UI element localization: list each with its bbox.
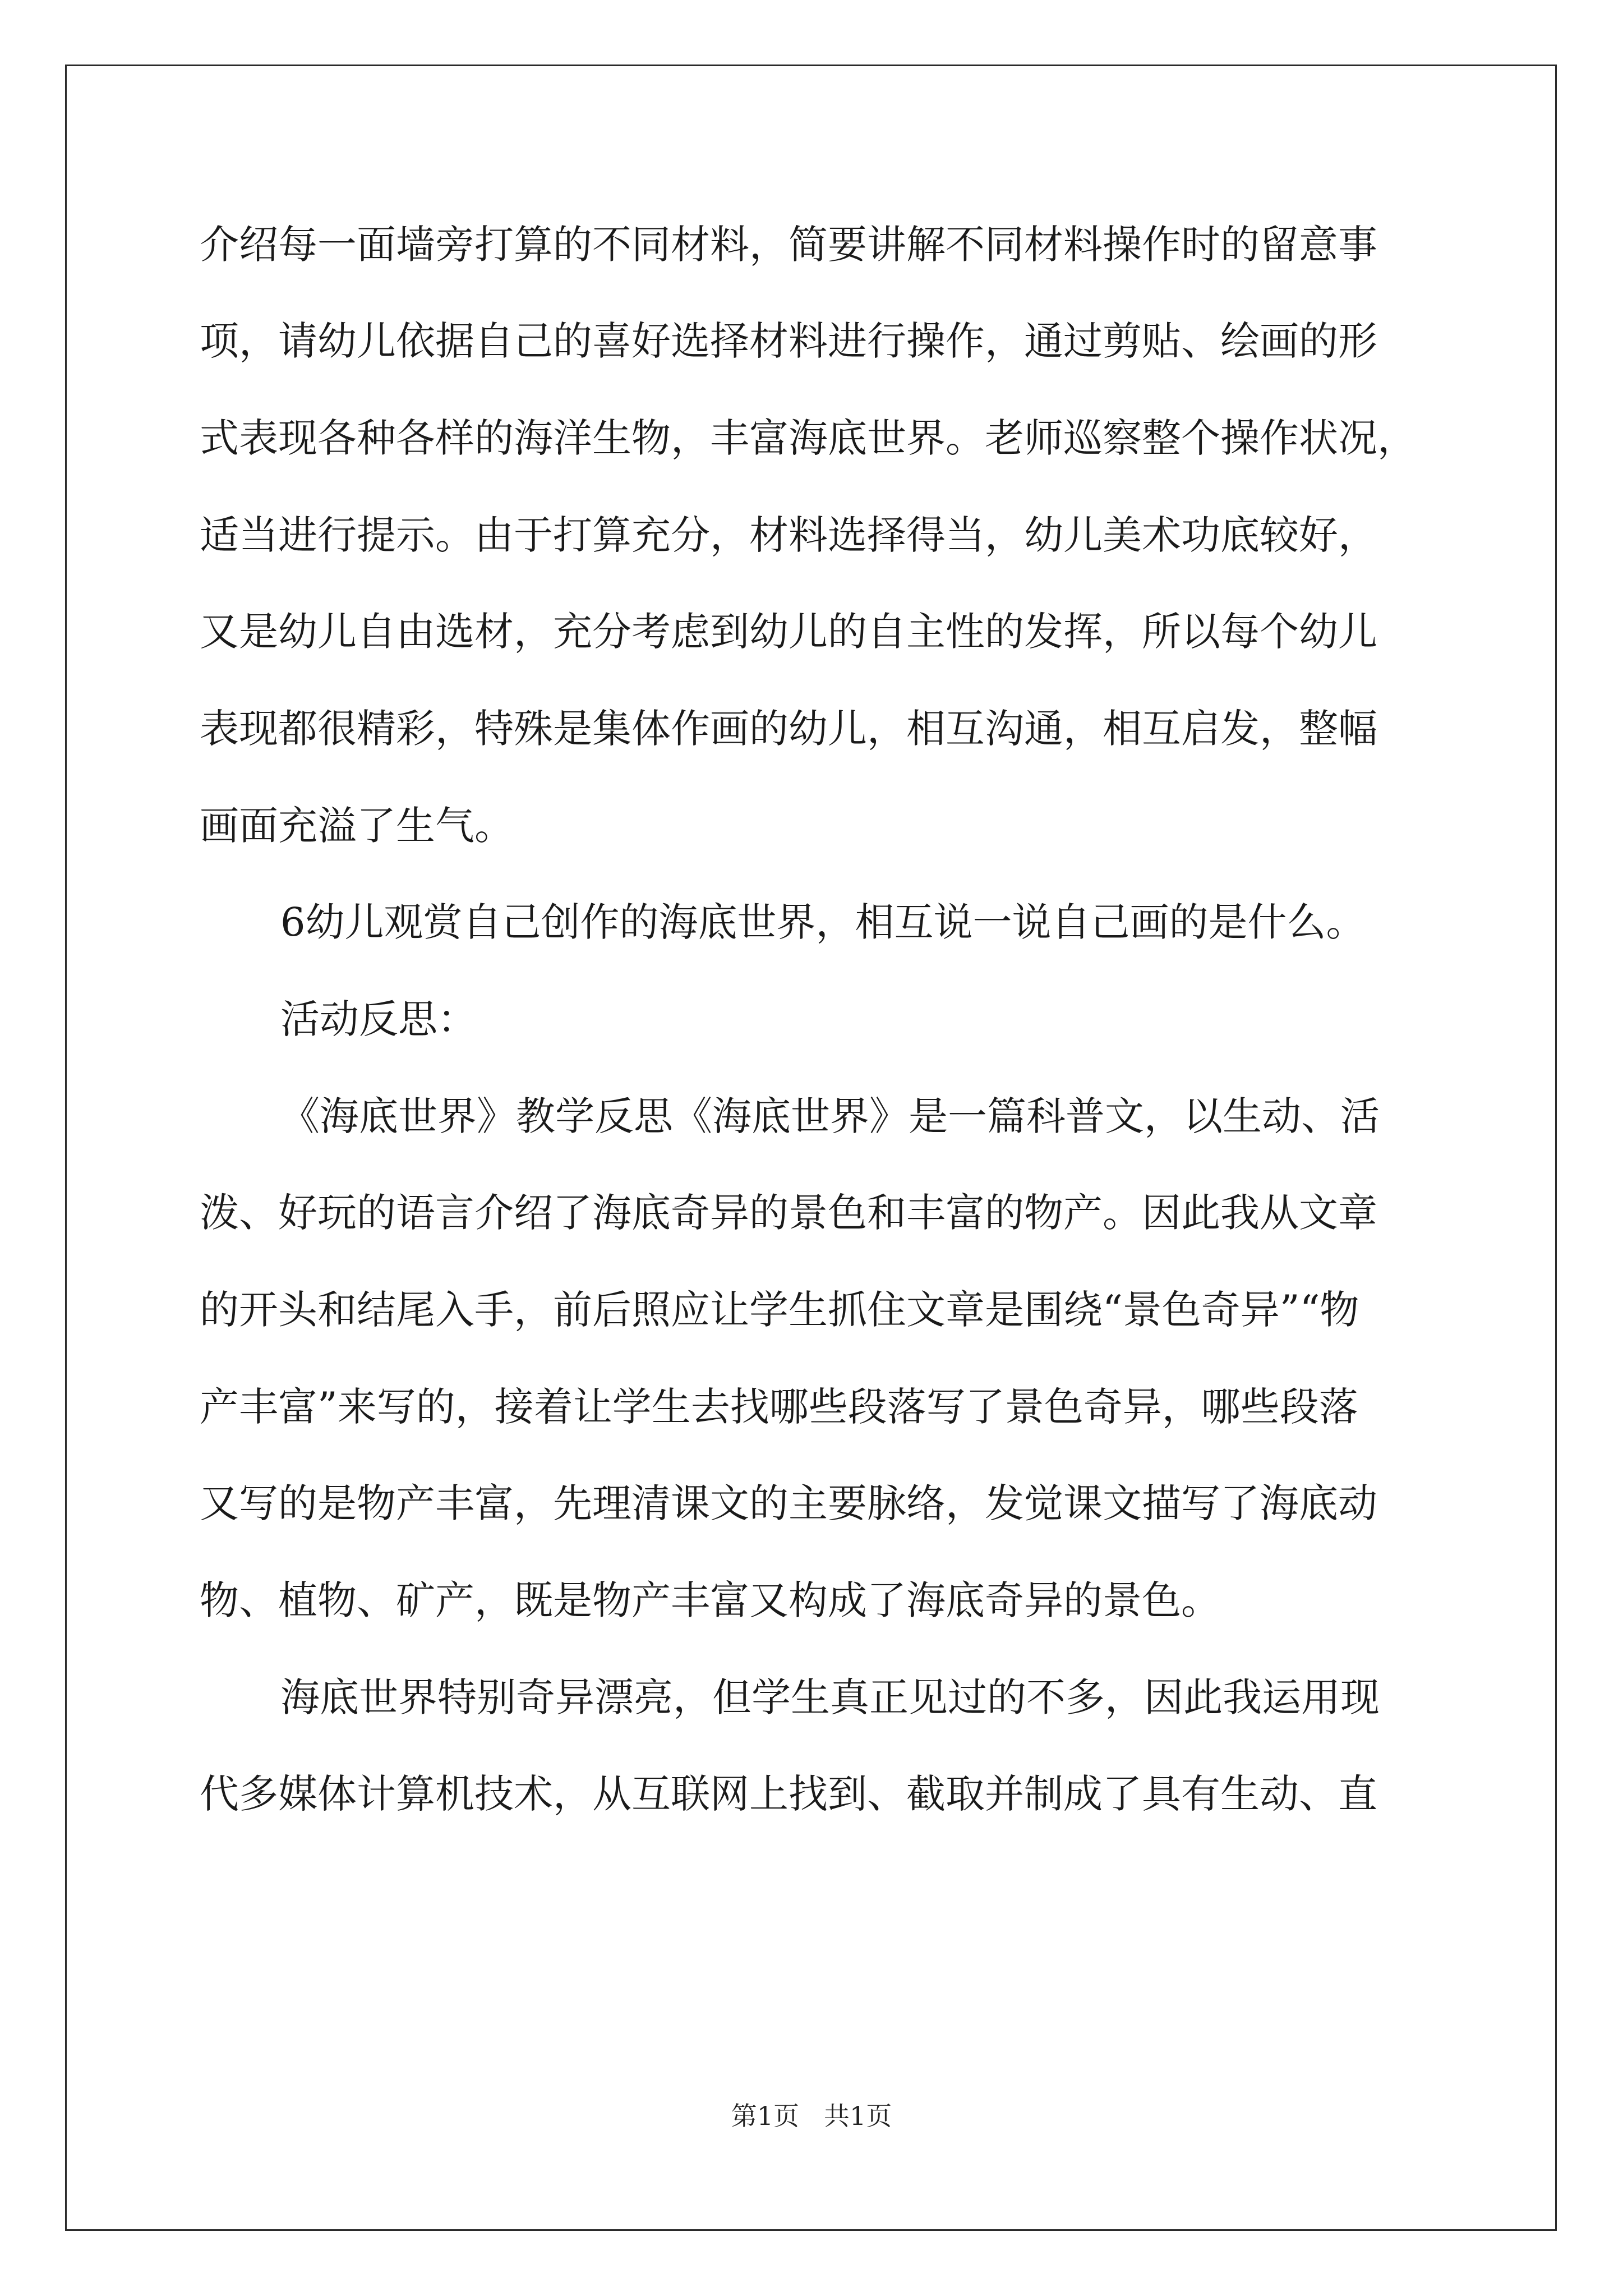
text-line: 物、植物、矿产，既是物产丰富又构成了海底奇异的景色。 <box>200 1577 1220 1623</box>
text-line: 产丰富”来写的，接着让学生去找哪些段落写了景色奇异，哪些段落 <box>200 1384 1358 1430</box>
text-line: 项，请幼儿依据自己的喜好选择材料进行操作，通过剪贴、绘画的形 <box>200 318 1377 364</box>
text-line: 泼、好玩的语言介绍了海底奇异的景色和丰富的物产。因此我从文章 <box>200 1190 1377 1236</box>
text-line: 画面充溢了生气。 <box>200 803 514 849</box>
text-line: 海底世界特别奇异漂亮，但学生真正见过的不多，因此我运用现 <box>280 1674 1380 1720</box>
text-line: 又写的是物产丰富，先理清课文的主要脉络，发觉课文描写了海底动 <box>200 1480 1377 1526</box>
page-frame <box>65 65 1557 2231</box>
text-line: 《海底世界》教学反思《海底世界》是一篇科普文，以生动、活 <box>280 1093 1380 1139</box>
text-line: 活动反思： <box>280 996 477 1042</box>
text-line: 代多媒体计算机技术，从互联网上找到、截取并制成了具有生动、直 <box>200 1771 1377 1817</box>
text-line: 又是幼儿自由选材，充分考虑到幼儿的自主性的发挥，所以每个幼儿 <box>200 609 1377 655</box>
text-line: 6幼儿观赏自己创作的海底世界，相互说一说自己画的是什么。 <box>280 899 1366 945</box>
text-line: 表现都很精彩，特殊是集体作画的幼儿，相互沟通，相互启发，整幅 <box>200 706 1377 752</box>
page-number: 第1页 <box>731 2101 800 2131</box>
text-line: 介绍每一面墙旁打算的不同材料，简要讲解不同材料操作时的留意事 <box>200 222 1377 268</box>
text-line: 适当进行提示。由于打算充分，材料选择得当，幼儿美术功底较好， <box>200 512 1377 558</box>
text-line: 的开头和结尾入手，前后照应让学生抓住文章是围绕“景色奇异”“物 <box>200 1287 1359 1333</box>
page-total: 共1页 <box>823 2101 892 2131</box>
text-line: 式表现各种各样的海洋生物，丰富海底世界。老师巡察整个操作状况， <box>200 415 1417 461</box>
page-footer <box>0 2099 1623 2133</box>
